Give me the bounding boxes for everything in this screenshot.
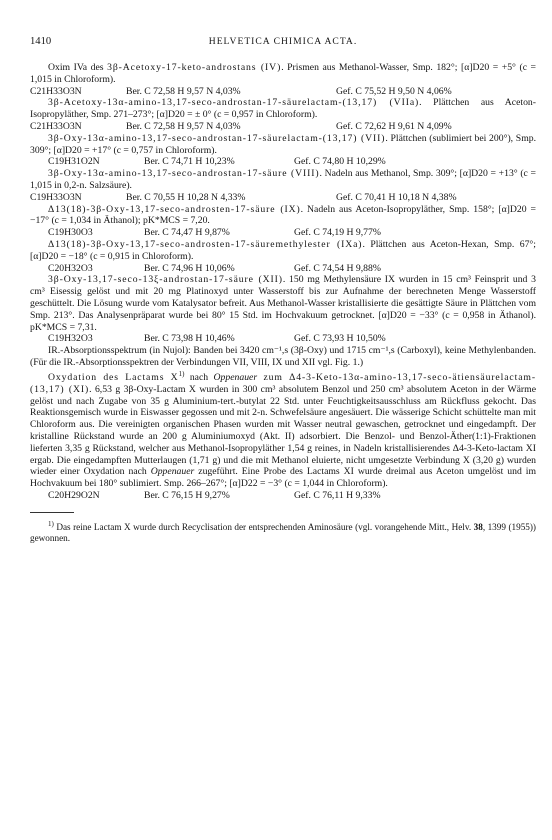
compound-name: 3β-Oxy-13α-amino-13,17-seco-androstan-17-säure (VIII) — [48, 168, 320, 180]
footnote-divider — [30, 512, 74, 513]
analysis-calculated: Ber. C 73,98 H 10,46% — [144, 333, 235, 345]
analysis-found: Gef. C 74,54 H 9,88% — [294, 262, 381, 274]
footnote-text: Das reine Lactam X wurde durch Recyclisation der entsprechenden Aminosäure (vgl. vorangehende Mitt., Helv. — [53, 521, 474, 532]
compound-name: 3β-Acetoxy-17-keto-androstans (IV) — [107, 62, 282, 73]
footnote-volume: 38 — [473, 521, 483, 532]
analysis-calculated: Ber. C 74,96 H 10,06% — [144, 262, 235, 274]
analysis-found: Gef. C 73,93 H 10,50% — [294, 333, 386, 345]
analysis-found: Gef. C 70,41 H 10,18 N 4,38% — [336, 191, 457, 203]
oxidation-procedure-end: zugeführt. Eine Probe des Lactams XI wurde dreimal aus Aceton umgelöst und im Hochvakuum bei 180° sublimiert. Smp. 266–267°; [α]D22 = −3° (c = 1,044 in Chloroform). — [30, 466, 536, 490]
compound-paragraph — [30, 62, 536, 86]
compound-name: Δ13(18)-3β-Oxy-13,17-seco-androsten-17-säure (IX) — [48, 203, 301, 215]
analysis-formula: C20H29O2N — [48, 489, 100, 501]
compound-paragraph — [30, 168, 536, 192]
compound-name: 3β-Acetoxy-13α-amino-13,17-seco-androstan-17-säurelactam-(13,17) (VIIa) — [48, 97, 420, 109]
compound-paragraph — [30, 204, 536, 228]
footnote-mark: 1) — [48, 519, 54, 528]
elemental-analysis — [30, 121, 536, 133]
compound-description: . Plättchen (sublimiert bei 200°), Smp. 309°; [α]D20 = +17° (c = 0,757 in Chloroform). — [30, 132, 536, 156]
footnote-text-end: , 1399 (1955)) gewonnen. — [30, 521, 536, 543]
compound-name: Δ13(18)-3β-Oxy-13,17-seco-androsten-17-säuremethylester (IXa) — [48, 238, 363, 250]
compound-paragraph — [30, 97, 536, 121]
analysis-calculated: Ber. C 74,47 H 9,87% — [144, 227, 230, 239]
elemental-analysis — [30, 490, 536, 502]
oxidation-procedure: . 6,53 g 3β-Oxy-Lactam X wurden in 300 cm³ absolutem Benzol und 250 cm³ absolutem Aceton in der Wärme gelöst und nach Zugabe von 35 g Aluminium-tert.-butylat 22 Std. unter Feuchtigkeitsausschluss am Rückfluss gekocht. Das Reaktionsgemisch wurde in Eiswasser gegossen und mit 2-n. Schwefelsäure angesäuert. Die wässerige Schicht schüttelte man mit Chloroform aus. Die vereinigten organischen Phasen wurden mit Wasser neutral gewaschen, getrocknet und eingedampft. Der kristalline Rückstand wurde an 200 g Aluminiumoxyd (Akt. II) adsorbiert. Die Benzol- und Benzol-Äther(1:1)-Fraktionen lieferten 3,35 g Rückstand, welcher aus Methanol-Isopropyläther 1,54 g reines, in Nadeln kristallisierendes Δ4-3-Keto-lactam XI ergab. Die eingedampften Mutterlaugen (1,71 g) und die mit Methanol eluierte, nicht umgesetzte Verbindung X (3,20 g) wurden wieder einer Oxydation nach — [30, 383, 536, 478]
journal-page — [30, 36, 536, 544]
article-body — [30, 62, 536, 544]
compound-name: 3β-Oxy-13,17-seco-13ξ-androstan-17-säure (XII) — [48, 274, 283, 286]
analysis-formula: C19H31O2N — [48, 156, 100, 168]
oxidation-product-name: zum Δ4-3-Keto-13α-amino-13,17-seco-ätiensäurelactam-(13,17) (XI) — [30, 371, 536, 395]
analysis-formula: C19H32O3 — [48, 333, 93, 345]
oxidation-paragraph — [30, 369, 536, 490]
compound-description: . Plättchen aus Aceton-Isopropyläther, Smp. 271–273°; [α]D20 = ± 0° (c = 0,957 in Chloroform). — [30, 97, 536, 121]
compound-paragraph — [30, 133, 536, 157]
journal-title: HELVETICA CHIMICA ACTA. — [208, 36, 358, 47]
oxidation-heading: Oxydation des Lactams X — [48, 371, 179, 383]
footnote — [30, 519, 536, 544]
elemental-analysis — [30, 86, 536, 98]
author-name: Oppenauer — [150, 466, 195, 478]
analysis-calculated: Ber. C 76,15 H 9,27% — [144, 489, 230, 501]
analysis-found: Gef. C 74,19 H 9,77% — [294, 227, 381, 239]
analysis-calculated: Ber. C 70,55 H 10,28 N 4,33% — [126, 191, 246, 203]
elemental-analysis — [30, 263, 536, 275]
compound-description: . Prismen aus Methanol-Wasser, Smp. 182°; [α]D20 = +5° (c = 1,015 in Chloroform). — [30, 62, 536, 85]
author-name: Oppenauer — [213, 371, 258, 383]
analysis-found: Gef. C 75,52 H 9,50 N 4,06% — [336, 85, 452, 97]
compound-paragraph — [30, 274, 536, 333]
page-number: 1410 — [30, 36, 52, 47]
analysis-formula: C19H33O3N — [30, 191, 82, 203]
compound-description: . Nadeln aus Aceton-Isopropyläther, Smp. 158°; [α]D20 = −17° (c = 1,034 in Äthanol); pK*MCS = 7,20. — [30, 203, 536, 227]
analysis-found: Gef. C 74,80 H 10,29% — [294, 156, 386, 168]
analysis-formula: C19H30O3 — [48, 227, 93, 239]
elemental-analysis — [30, 227, 536, 239]
heading-connector: nach — [184, 371, 214, 383]
ir-spectrum-paragraph: IR.-Absorptionsspektrum (in Nujol): Banden bei 3420 cm⁻¹,s (3β-Oxy) und 1715 cm⁻¹,s (Carboxyl), keine Methylenbanden. (Für die IR.-Absorptionsspektren der Verbindungen VII, VIII, IX und XII vgl. Fig. 1.) — [30, 345, 536, 368]
analysis-found: Gef. C 76,11 H 9,33% — [294, 489, 381, 501]
analysis-calculated: Ber. C 74,71 H 10,23% — [144, 156, 235, 168]
compound-name: 3β-Oxy-13α-amino-13,17-seco-androstan-17-säurelactam-(13,17) (VII) — [48, 132, 386, 144]
elemental-analysis — [30, 156, 536, 168]
elemental-analysis — [30, 192, 536, 204]
analysis-calculated: Ber. C 72,58 H 9,57 N 4,03% — [126, 120, 241, 132]
analysis-calculated: Ber. C 72,58 H 9,57 N 4,03% — [126, 85, 241, 97]
compound-description: . Nadeln aus Methanol, Smp. 309°; [α]D20 = +13° (c = 1,015 in 0,2-n. Salzsäure). — [30, 168, 536, 191]
compound-description: . Plättchen aus Aceton-Hexan, Smp. 67°; [α]D20 = −18° (c = 0,915 in Chloroform). — [30, 238, 536, 262]
running-header — [30, 36, 536, 50]
compound-paragraph — [30, 239, 536, 263]
footnote-reference: 1) — [178, 369, 185, 378]
compound-description: . 150 mg Methylensäure IX wurden in 15 cm³ Feinsprit und 3 cm³ Eisessig gelöst und mit 20 mg Platinoxyd unter Wasserstoff bis zur Aufnahme der berechneten Menge Wasserstoff geschüttelt. Die Lösung wurde vom Katalysator befreit. Aus Methanol-Wasser kristallisierte die gesättigte Säure in Plättchen vom Smp. 213°. Das Analysenpräparat wurde bei 80° 15 Std. im Hochvakuum getrocknet. [α]D20 = −33° (c = 0,958 in Äthanol). pK*MCS = 7,31. — [30, 274, 536, 333]
analysis-formula: C21H33O3N — [30, 120, 82, 132]
analysis-found: Gef. C 72,62 H 9,61 N 4,09% — [336, 120, 452, 132]
compound-prefix: Oxim IVa des — [48, 62, 108, 73]
analysis-formula: C21H33O3N — [30, 85, 82, 97]
analysis-formula: C20H32O3 — [48, 262, 93, 274]
elemental-analysis — [30, 333, 536, 345]
